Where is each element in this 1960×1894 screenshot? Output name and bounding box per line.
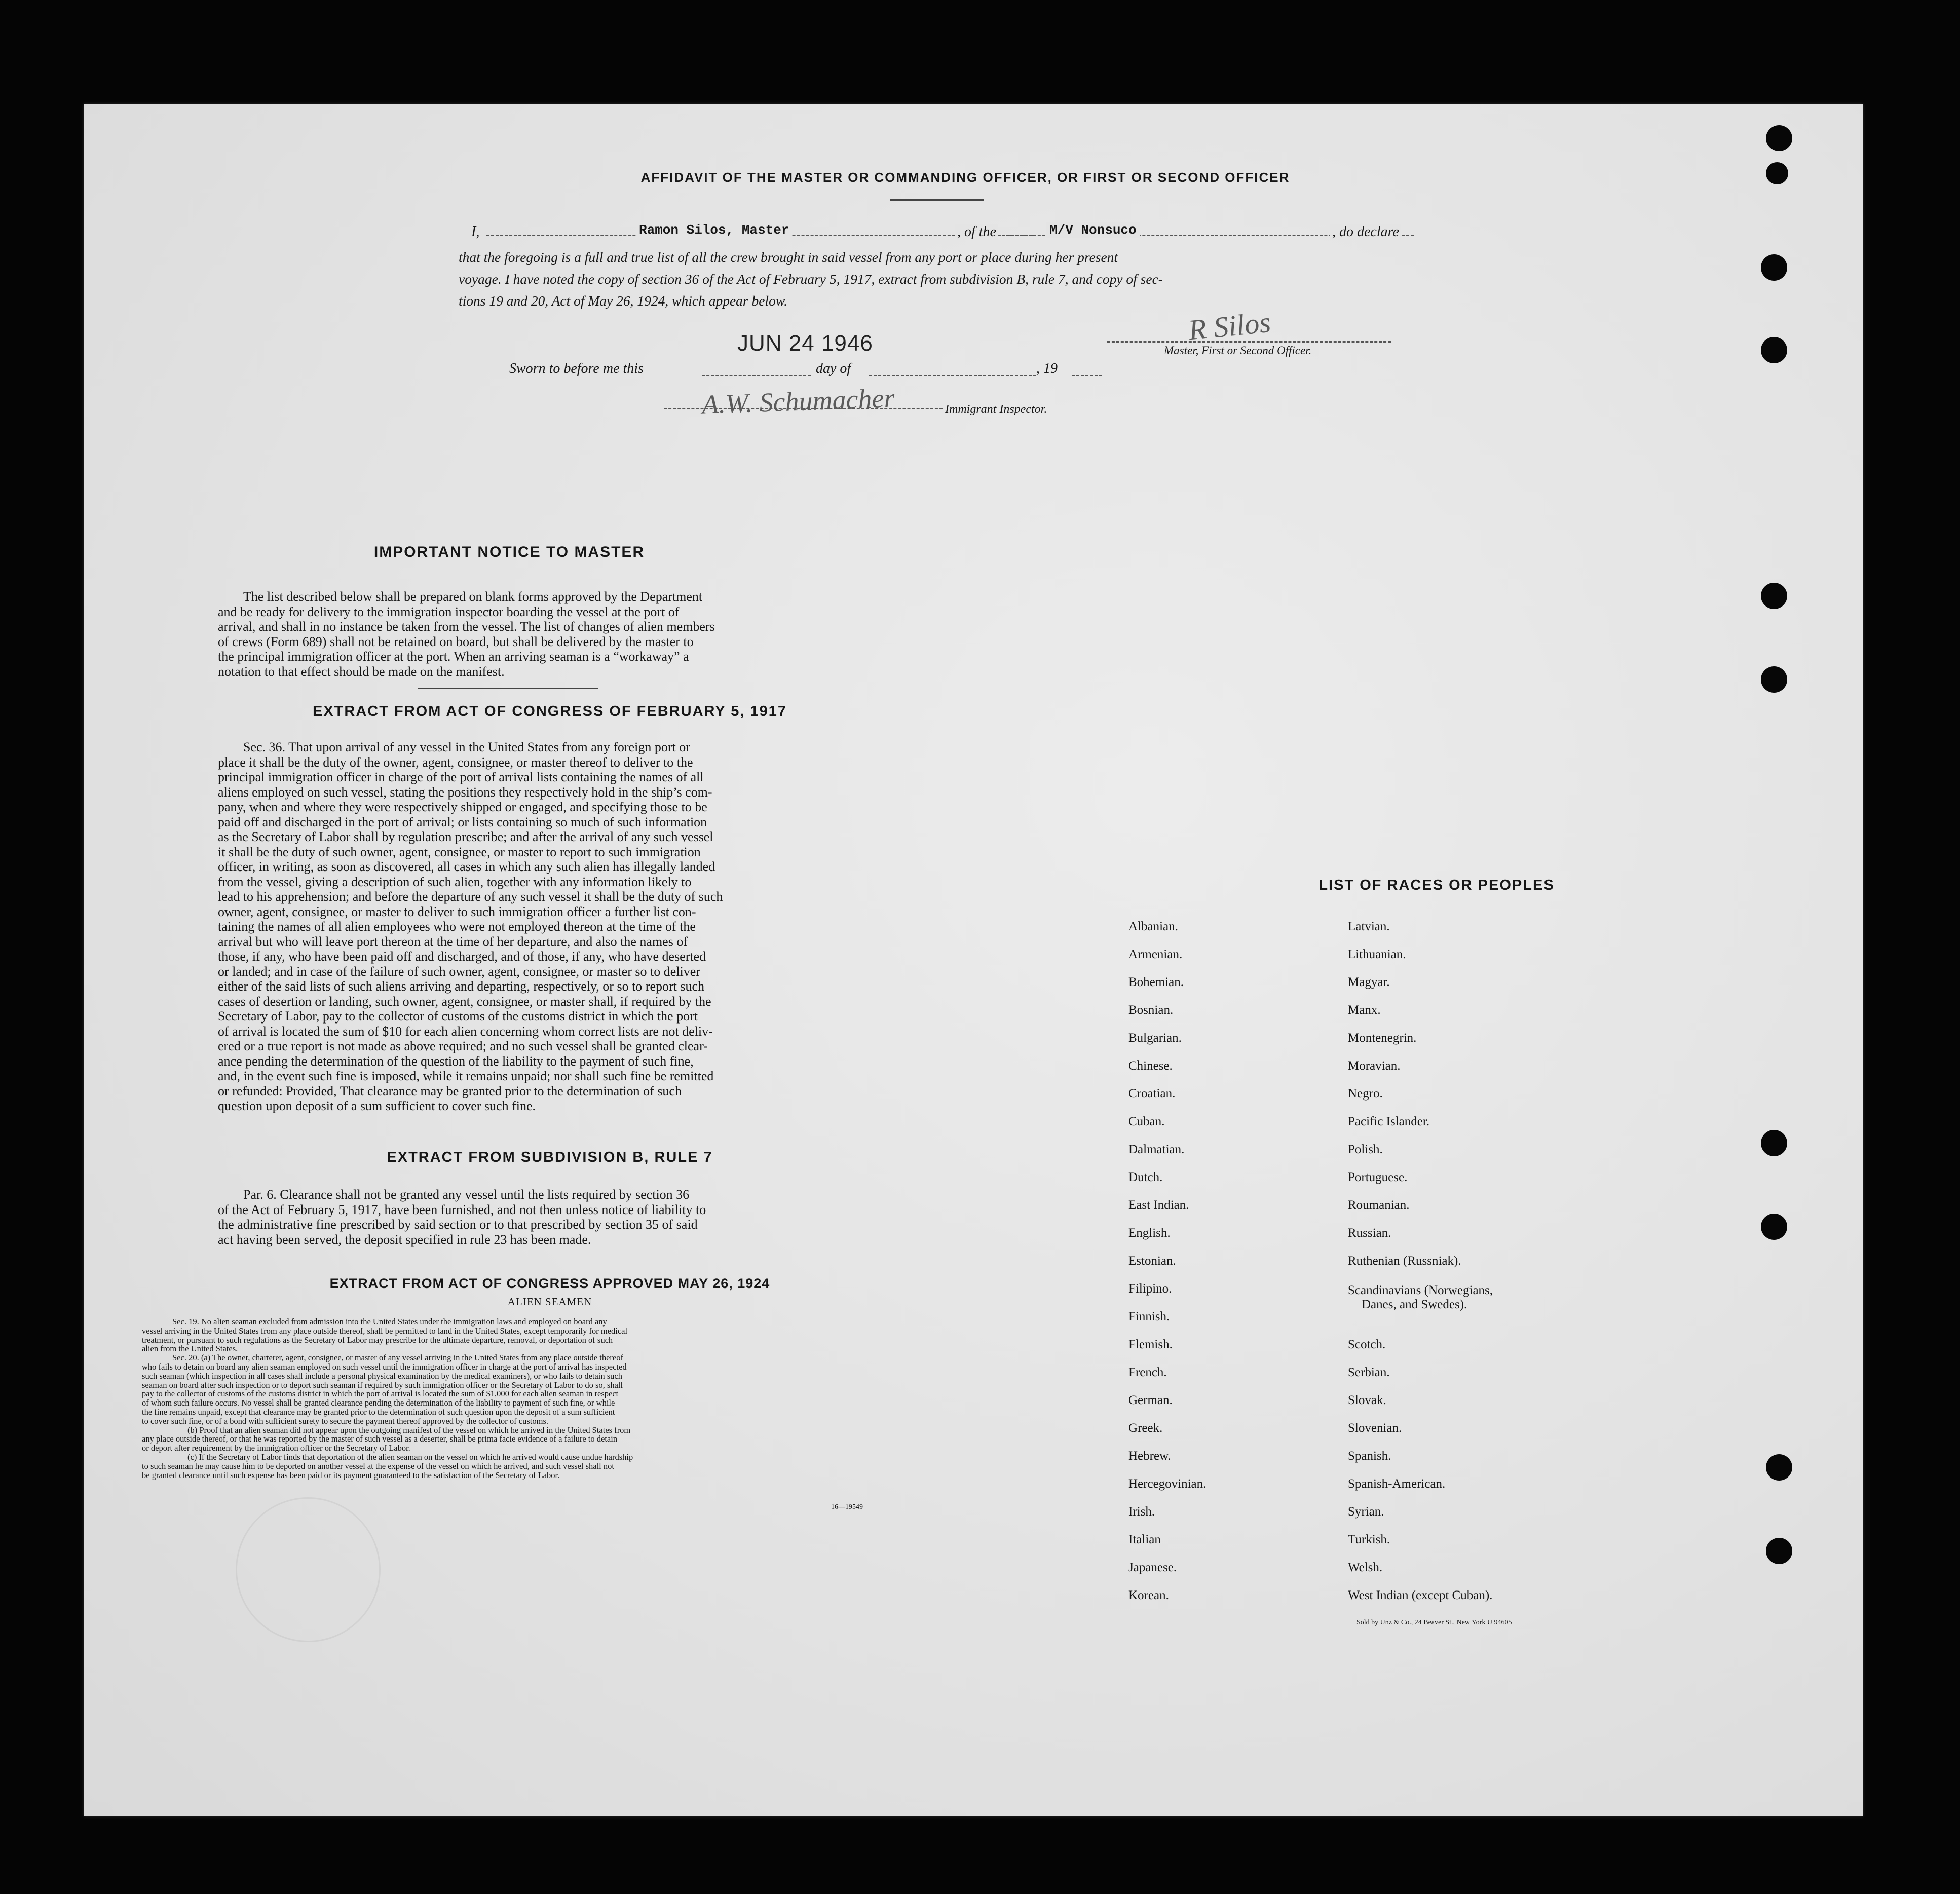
notice-body	[218, 589, 882, 679]
race-item: East Indian.	[1128, 1198, 1189, 1212]
declaration-line: voyage. I have noted the copy of section 36 of the Act of February 5, 1917, extract from subdivision B, rule 7, and copy of sec-	[459, 271, 1163, 287]
race-item: Dutch.	[1128, 1170, 1163, 1184]
sec-20-line: (b) Proof that an alien seaman did not appear upon the outgoing manifest of the vessel on which he arrived in the United States from	[187, 1425, 631, 1435]
section-36-line: question upon deposit of a sum sufficient to cover such fine.	[218, 1098, 536, 1113]
section-36-line: pany, when and where they were respectively shipped or engaged, and specifying those to be	[218, 800, 707, 814]
rule-7-line: the administrative fine prescribed by said section or to that prescribed by section 35 of said	[218, 1217, 698, 1232]
sworn-day-line	[702, 375, 811, 376]
race-item: French.	[1128, 1366, 1167, 1379]
section-36-line: taining the names of all alien employees who were not employed thereon at the time of the	[218, 919, 696, 934]
rule-7-line: Par. 6. Clearance shall not be granted any vessel until the lists required by section 36	[243, 1187, 690, 1202]
race-item: Greek.	[1128, 1421, 1163, 1435]
race-item: Korean.	[1128, 1588, 1169, 1602]
sec-20-line: to such seaman he may cause him to be deported on another vessel at the expense of the vessel on which he arrived, and such vessel shall not	[142, 1461, 614, 1471]
sec-19-line: vessel arriving in the United States from any place outside thereof, shall be permitted to land in the United States, except temporarily for medical	[142, 1325, 628, 1336]
affidavit-i-label: I,	[471, 224, 480, 240]
sec-20-line: the fine remains unpaid, except that clearance may be granted prior to the determination of such question upon the deposit of a sum sufficient	[142, 1407, 615, 1417]
rule-7-line: of the Act of February 5, 1917, have been furnished, and not then unless notice of liability to	[218, 1202, 706, 1217]
race-item: German.	[1128, 1393, 1173, 1407]
race-item: Russian.	[1348, 1226, 1391, 1240]
extract-1924-body	[142, 1317, 892, 1480]
race-item: Moravian.	[1348, 1059, 1401, 1073]
section-36-line: it shall be the duty of such owner, agent, consignee, or master to report to such immigration	[218, 844, 701, 859]
vessel-name-field: M/V Nonsuco	[1046, 222, 1140, 238]
race-item: Syrian.	[1348, 1505, 1384, 1519]
notice-line: of crews (Form 689) shall not be retained on board, but shall be delivered by the master to	[218, 634, 694, 649]
race-item: Latvian.	[1348, 920, 1390, 933]
race-item: Hebrew.	[1128, 1449, 1171, 1463]
notice-line: The list described below shall be prepared on blank forms approved by the Department	[243, 589, 703, 604]
race-item: Turkish.	[1348, 1533, 1390, 1546]
race-item: Chinese.	[1128, 1059, 1173, 1073]
race-item: Magyar.	[1348, 975, 1390, 989]
section-36-line: or refunded: Provided, That clearance may be granted prior to the determination of such	[218, 1083, 682, 1098]
sec-19-line: treatment, or pursuant to such regulations as the Secretary of Labor may prescribe for the ultimate departure, removal, or deportation of such	[142, 1335, 613, 1345]
race-item: Hercegovinian.	[1128, 1477, 1207, 1491]
subdivision-b-title: EXTRACT FROM SUBDIVISION B, RULE 7	[387, 1149, 713, 1165]
race-item: English.	[1128, 1226, 1171, 1240]
section-36-line: as the Secretary of Labor shall by regulation prescribe; and after the arrival of any such vessel	[218, 829, 713, 844]
inspector-caption: Immigrant Inspector.	[945, 403, 1047, 416]
do-declare-label: , do declare	[1330, 224, 1401, 240]
race-item: Japanese.	[1128, 1561, 1177, 1574]
race-item: Finnish.	[1128, 1310, 1170, 1323]
master-signature: R Silos	[1187, 305, 1272, 347]
sec-20-line: any place outside thereof, or that he was reported by the master of such vessel as a deserter, shall be prima facie evidence of a failure to detain	[142, 1434, 618, 1444]
master-name-field: Ramon Silos, Master	[636, 222, 792, 238]
race-item: Welsh.	[1348, 1561, 1383, 1574]
section-36-line: officer, in writing, as soon as discovered, all cases in which any such alien has illegally landed	[218, 859, 715, 874]
manifest-page	[84, 104, 1863, 1816]
punch-hole-icon	[1761, 337, 1787, 363]
sworn-label: Sworn to before me this	[509, 361, 644, 376]
punch-hole-icon	[1766, 1538, 1792, 1564]
extract-1924-title: EXTRACT FROM ACT OF CONGRESS APPROVED MAY 26, 1924	[329, 1276, 770, 1291]
notice-line: notation to that effect should be made on the manifest.	[218, 664, 505, 679]
subdivision-b-body	[218, 1187, 882, 1247]
section-36-line: and, in the event such fine is imposed, while it remains unpaid; nor shall such fine be remitted	[218, 1069, 714, 1083]
race-item: Bosnian.	[1128, 1003, 1174, 1017]
sec-20-line: who fails to detain on board any alien seaman employed on such vessel until the immigration officer in charge at the port of arrival has inspected	[142, 1361, 627, 1372]
sec-19-line: alien from the United States.	[142, 1344, 238, 1354]
sec-20-line: or deport after requirement by the immigration officer or the Secretary of Labor.	[142, 1443, 410, 1453]
title-rule	[890, 199, 984, 201]
race-item: Estonian.	[1128, 1254, 1176, 1268]
affidavit-title: AFFIDAVIT OF THE MASTER OR COMMANDING OFFICER, OR FIRST OR SECOND OFFICER	[640, 170, 1290, 185]
section-36-line: place it shall be the duty of the owner, agent, consignee, or master thereof to deliver to the	[218, 754, 693, 770]
race-item: Scandinavians (Norwegians,	[1348, 1283, 1493, 1297]
race-item: Cuban.	[1128, 1115, 1165, 1128]
punch-hole-icon	[1766, 125, 1792, 151]
section-36-line: either of the said lists of such aliens arriving and departing, respectively, or so to report such	[218, 979, 705, 994]
notice-rule	[418, 688, 598, 689]
section-36-line: ered or a true report is not made as above required; and no such vessel shall be granted clear-	[218, 1039, 708, 1053]
sec-20-line: of whom such failure occurs. No vessel shall be granted clearance pending the determination of the liability to payment of such fine, or while	[142, 1398, 615, 1408]
extract-1917-title: EXTRACT FROM ACT OF CONGRESS OF FEBRUARY 5, 1917	[312, 703, 787, 719]
race-item: Bohemian.	[1128, 975, 1184, 989]
form-number: 16—19549	[831, 1503, 863, 1511]
master-caption: Master, First or Second Officer.	[1164, 344, 1312, 357]
race-item: Roumanian.	[1348, 1198, 1410, 1212]
section-36-line: arrival but who will leave port thereon at the time of her departure, and also the names of	[218, 934, 688, 949]
section-36-line: principal immigration officer in charge of the port of arrival lists containing the names of all	[218, 770, 704, 784]
race-item: Pacific Islander.	[1348, 1115, 1430, 1128]
notice-line: and be ready for delivery to the immigration inspector boarding the vessel at the port of	[218, 604, 680, 619]
section-36-line: of arrival is located the sum of $10 for each alien concerning whom correct lists are not deliv-	[218, 1024, 713, 1039]
rule-7-line: act having been served, the deposit specified in rule 23 has been made.	[218, 1232, 591, 1247]
of-the-label: , of the	[955, 224, 998, 240]
punch-hole-icon	[1761, 666, 1787, 693]
notice-line: arrival, and shall in no instance be taken from the vessel. The list of changes of alien members	[218, 619, 715, 634]
punch-hole-icon	[1761, 583, 1787, 609]
section-36-line: cases of desertion or landing, such owner, agent, consignee, or master shall, if required by the	[218, 994, 711, 1009]
race-item: Italian	[1128, 1533, 1161, 1546]
section-36-line: lead to his apprehension; and before the departure of any such vessel it shall be the duty of such	[218, 889, 723, 904]
section-36-line: Sec. 36. That upon arrival of any vessel in the United States from any foreign port or	[243, 740, 690, 754]
race-item: Slovenian.	[1348, 1421, 1402, 1435]
race-item: Ruthenian (Russniak).	[1348, 1254, 1461, 1268]
punch-hole-icon	[1766, 1454, 1792, 1481]
declaration-line: tions 19 and 20, Act of May 26, 1924, which appear below.	[459, 293, 788, 309]
year-label: , 19	[1036, 361, 1058, 376]
race-item: Armenian.	[1128, 948, 1183, 961]
declaration-text	[459, 246, 1350, 312]
section-36-line: Secretary of Labor, pay to the collector of customs of the customs district in which the port	[218, 1009, 698, 1024]
extract-1917-body	[218, 740, 882, 1114]
race-item: Spanish-American.	[1348, 1477, 1446, 1491]
section-36-line: owner, agent, consignee, or master to deliver to such immigration officer a further list con-	[218, 904, 696, 919]
race-item: Dalmatian.	[1128, 1143, 1185, 1156]
race-item: Flemish.	[1128, 1338, 1173, 1351]
race-item: Danes, and Swedes).	[1362, 1298, 1467, 1311]
sec-19-line: Sec. 19. No alien seaman excluded from admission into the United States under the immigration laws and employed on board any	[172, 1317, 607, 1327]
race-item: Scotch.	[1348, 1338, 1386, 1351]
race-item: Polish.	[1348, 1143, 1383, 1156]
race-item: Albanian.	[1128, 920, 1178, 933]
punch-hole-icon	[1761, 1214, 1787, 1240]
day-of-label: day of	[816, 361, 851, 376]
punch-hole-icon	[1761, 254, 1787, 281]
inspector-signature: A.W. Schumacher	[701, 383, 895, 420]
race-item: Croatian.	[1128, 1087, 1176, 1101]
race-item: Filipino.	[1128, 1282, 1172, 1296]
notice-line: the principal immigration officer at the port. When an arriving seaman is a “workaway” a	[218, 649, 689, 664]
race-item: Portuguese.	[1348, 1170, 1408, 1184]
sworn-month-line	[869, 375, 1036, 376]
section-36-line: from the vessel, giving a description of such alien, together with any information likely to	[218, 874, 692, 889]
race-item: Montenegrin.	[1348, 1031, 1417, 1045]
signature-line	[1107, 341, 1391, 343]
printer-note: Sold by Unz & Co., 24 Beaver St., New York U 94605	[1356, 1619, 1512, 1626]
sworn-year-line	[1072, 375, 1102, 376]
alien-seamen-subtitle: ALIEN SEAMEN	[507, 1296, 592, 1308]
punch-hole-icon	[1761, 1130, 1787, 1156]
sec-20-line: (c) If the Secretary of Labor finds that deportation of the alien seaman on the vessel on which he arrived would cause undue hardship	[187, 1452, 633, 1462]
race-item: Bulgarian.	[1128, 1031, 1182, 1045]
race-item: Lithuanian.	[1348, 948, 1406, 961]
declaration-line: that the foregoing is a full and true list of all the crew brought in said vessel from any port or place during her present	[459, 249, 1118, 265]
race-item: Slovak.	[1348, 1393, 1386, 1407]
embossed-seal	[236, 1497, 381, 1642]
race-item: Negro.	[1348, 1087, 1383, 1101]
section-36-line: paid off and discharged in the port of arrival; or lists containing so much of such information	[218, 814, 707, 829]
punch-hole-icon	[1766, 162, 1788, 184]
sec-20-line: Sec. 20. (a) The owner, charterer, agent, consignee, or master of any vessel arriving in the United States from any place outside thereof	[172, 1353, 623, 1363]
race-item: West Indian (except Cuban).	[1348, 1588, 1493, 1602]
date-stamp: JUN 24 1946	[737, 331, 873, 356]
sec-20-line: such seaman (which inspection in all cases shall include a personal physical examination by the medical examiners), or who fails to detain such	[142, 1371, 623, 1381]
sec-20-line: seaman on board after such inspection or to deport such seaman if required by such immigration officer or the Secretary of Labor to do so, shall	[142, 1380, 623, 1390]
sec-20-line: pay to the collector of customs of the customs district in which the port of arrival is located the sum of $1,000 for each alien seaman in respect	[142, 1389, 619, 1399]
race-item: Serbian.	[1348, 1366, 1390, 1379]
section-36-line: those, if any, who have been paid off and discharged, and of those, if any, who have deserted	[218, 949, 706, 964]
race-item: Spanish.	[1348, 1449, 1391, 1463]
race-item: Manx.	[1348, 1003, 1381, 1017]
section-36-line: aliens employed on such vessel, stating the positions they respectively hold in the ship’s com-	[218, 784, 712, 800]
section-36-line: ance pending the determination of the question of the liability to the payment of such fine,	[218, 1053, 694, 1069]
race-item: Irish.	[1128, 1505, 1155, 1519]
section-36-line: or landed; and in case of the failure of such owner, agent, consignee, or master so to deliver	[218, 964, 700, 979]
sec-20-line: to cover such fine, or of a bond with sufficient surety to secure the payment thereof approved by the collector of customs.	[142, 1416, 548, 1426]
notice-title: IMPORTANT NOTICE TO MASTER	[373, 544, 645, 560]
sec-20-line: be granted clearance until such expense has been paid or its payment guaranteed to the satisfaction of the Secretary of Labor.	[142, 1470, 560, 1480]
races-title: LIST OF RACES OR PEOPLES	[1318, 877, 1555, 893]
